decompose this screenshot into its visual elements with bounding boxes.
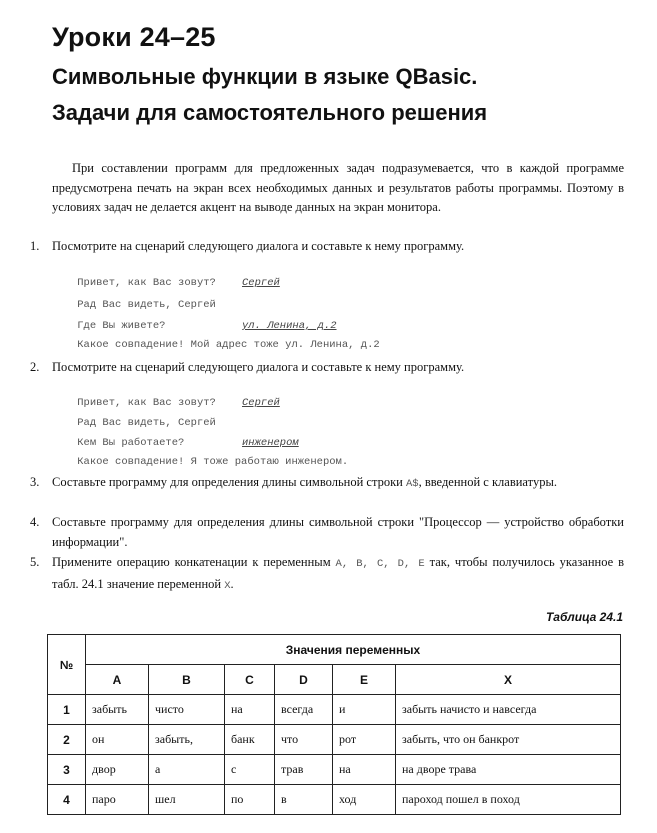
column-header: X	[396, 665, 621, 695]
task-number: 5.	[30, 555, 40, 569]
table-cell: что	[275, 725, 333, 755]
table-cell: трав	[275, 755, 333, 785]
lesson-title: Уроки 24–25	[52, 22, 216, 52]
task-text: Посмотрите на сценарий следующего диалога и составьте к нему программу.	[52, 360, 465, 374]
task-5	[30, 553, 624, 596]
variables-table	[47, 634, 621, 815]
task-text-part: Примените операцию конкатенации к переменным	[52, 555, 336, 569]
task-text-part: , введенной с клавиатуры.	[418, 475, 557, 489]
table-subheader-row	[48, 665, 621, 695]
table-cell: забыть, что он банкрот	[396, 725, 621, 755]
variable-name: A$	[405, 478, 419, 490]
task-text	[52, 473, 624, 495]
column-header: A	[86, 665, 149, 695]
task-text: Составьте программу для определения длины символьной строки "Процессор — устройство обработки информации".	[52, 515, 624, 549]
table-row	[48, 755, 621, 785]
table-row	[48, 695, 621, 725]
row-number: 4	[48, 785, 86, 815]
task-number: 4.	[30, 515, 40, 529]
intro-paragraph	[52, 159, 624, 218]
dialog-question: Какое совпадение! Мой адрес тоже ул. Ленина, д.2	[77, 339, 380, 351]
table-cell: и	[333, 695, 396, 725]
row-number: 3	[48, 755, 86, 785]
table-cell: в	[275, 785, 333, 815]
task-number: 3.	[30, 475, 40, 489]
task-3	[30, 473, 624, 495]
column-header: B	[149, 665, 225, 695]
task-text-part: так, чтобы получилось указанное в табл. 24.1 значение переменной	[52, 555, 625, 591]
row-number: 1	[48, 695, 86, 725]
table-caption: Таблица 24.1	[545, 610, 623, 624]
table-cell: пароход пошел в поход	[396, 785, 621, 815]
task-2	[30, 358, 624, 378]
dialog-question: Привет, как Вас зовут?	[77, 397, 216, 409]
dialog-question: Где Вы живете?	[77, 320, 166, 332]
task-1	[30, 237, 624, 257]
task-4	[30, 513, 624, 552]
table-cell: на дворе трава	[396, 755, 621, 785]
table-cell: забыть	[86, 695, 149, 725]
dialog-question: Рад Вас видеть, Сергей	[77, 417, 216, 429]
variable-list: A, B, C, D, E	[335, 558, 425, 570]
table-cell: по	[225, 785, 275, 815]
table-cell: чисто	[149, 695, 225, 725]
table-cell: банк	[225, 725, 275, 755]
column-header: E	[333, 665, 396, 695]
table-cell: всегда	[275, 695, 333, 725]
dialog-answer: Сергей	[242, 277, 280, 289]
lesson-subtitle-line2: Задачи для самостоятельного решения	[52, 100, 488, 125]
dialog-question: Привет, как Вас зовут?	[77, 277, 216, 289]
column-group-header: Значения переменных	[86, 635, 621, 665]
table-cell: на	[225, 695, 275, 725]
column-header-number: №	[48, 635, 86, 695]
table-cell: с	[225, 755, 275, 785]
task-text-part: Составьте программу для определения длины символьной строки	[52, 475, 406, 489]
table-cell: рот	[333, 725, 396, 755]
variable-name: X	[224, 579, 231, 592]
table-cell: на	[333, 755, 396, 785]
table-cell: паро	[86, 785, 149, 815]
task-text-part: .	[230, 576, 234, 591]
table-header-row	[48, 635, 621, 665]
row-number: 2	[48, 725, 86, 755]
table-row	[48, 725, 621, 755]
table-cell: шел	[149, 785, 225, 815]
task-number: 2.	[30, 360, 40, 374]
dialog-question: Какое совпадение! Я тоже работаю инженером.	[77, 456, 349, 468]
dialog-answer: ул. Ленина, д.2	[242, 320, 337, 332]
column-header: C	[225, 665, 275, 695]
intro-text: При составлении программ для предложенных задач подразумевается, что в каждой программе предусмотрена печать на экран всех необходимых данных и результатов работы программы. Поэтому в условиях задач не делается акцент на выводе данных на экран монитора.	[52, 161, 624, 214]
table-row	[48, 785, 621, 815]
task-text	[52, 553, 624, 596]
table-cell: забыть,	[149, 725, 225, 755]
dialog-question: Кем Вы работаете?	[77, 437, 185, 449]
table-cell: забыть начисто и навсегда	[396, 695, 621, 725]
task-number: 1.	[30, 239, 40, 253]
table-cell: он	[86, 725, 149, 755]
table-cell: ход	[333, 785, 396, 815]
task-text: Посмотрите на сценарий следующего диалога и составьте к нему программу.	[52, 239, 465, 253]
dialog-answer: Сергей	[242, 397, 280, 409]
column-header: D	[275, 665, 333, 695]
table-cell: двор	[86, 755, 149, 785]
lesson-subtitle-line1: Символьные функции в языке QBasic.	[52, 64, 478, 89]
dialog-question: Рад Вас видеть, Сергей	[77, 299, 216, 311]
dialog-answer: инженером	[242, 437, 299, 449]
table-cell: а	[149, 755, 225, 785]
